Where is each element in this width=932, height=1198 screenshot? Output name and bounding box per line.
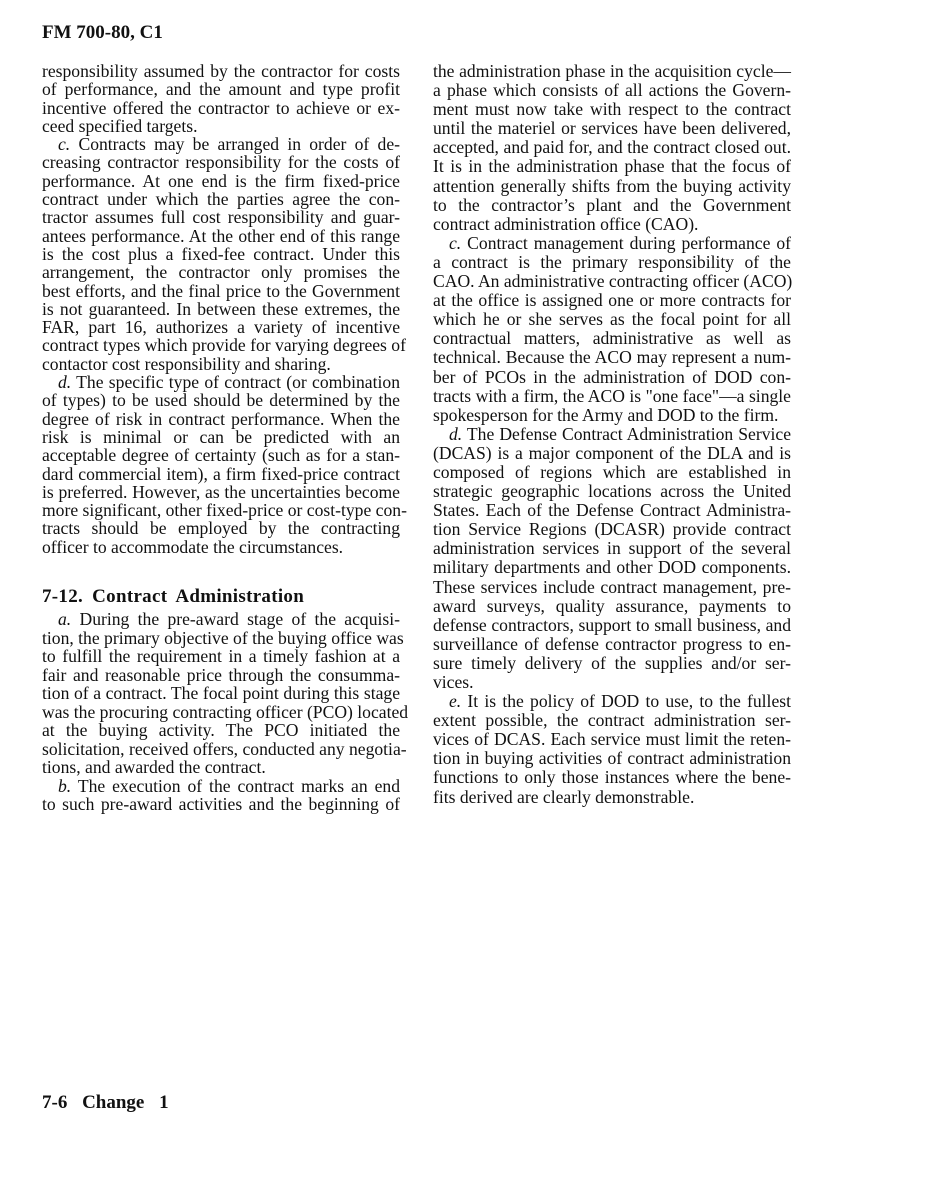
line-text: strategic geographic locations across the United	[433, 481, 791, 502]
text-line	[42, 135, 400, 153]
line-text: During the pre-award stage of the acquisi-	[71, 609, 400, 630]
paragraph	[42, 777, 400, 814]
text-line	[42, 627, 404, 648]
line-text: arrangement, the contractor only promises the	[42, 262, 400, 283]
line-text: defense contractors, support to small business, and	[433, 614, 791, 635]
text-line	[42, 282, 400, 300]
line-text: contactor cost responsibility and sharing.	[42, 353, 331, 374]
line-text: dard commercial item), a firm fixed-price contract	[42, 463, 400, 484]
line-text: tracts should be employed by the contracting	[42, 518, 400, 539]
text-line	[42, 701, 409, 722]
paragraph	[433, 62, 791, 234]
line-text: more significant, other fixed-price or cost-type con-	[42, 500, 407, 521]
line-text: These services include contract management, pre-	[433, 576, 791, 597]
text-line	[433, 387, 791, 406]
line-text: vices.	[433, 672, 474, 692]
line-text: solicitation, received offers, conducted any negotia-	[42, 738, 407, 759]
text-line	[433, 100, 791, 119]
line-text: composed of regions which are established in	[433, 461, 791, 482]
line-text: risk is minimal or can be predicted with an	[42, 426, 400, 447]
line-text: a contract is the primary responsibility of the	[433, 251, 791, 272]
line-text: is not guaranteed. In between these extremes, the	[42, 298, 400, 319]
line-text: Contracts may be arranged in order of de-	[70, 134, 400, 155]
section-heading: 7-12. Contract Administration	[42, 586, 305, 608]
line-text: fits derived are clearly demonstrable.	[433, 786, 695, 807]
line-text: to the contractor’s plant and the Government	[433, 194, 791, 215]
text-line	[42, 500, 407, 521]
text-line	[42, 538, 400, 556]
text-line	[433, 463, 791, 482]
text-line	[433, 558, 791, 577]
text-line	[42, 208, 400, 226]
text-line	[433, 711, 791, 730]
line-text: sure timely delivery of the supplies and/or ser-	[433, 652, 791, 673]
text-line	[433, 272, 791, 291]
paragraph-label: d.	[449, 423, 463, 444]
text-line	[433, 425, 791, 444]
text-line	[42, 684, 400, 703]
line-text: It is in the administration phase that the focus of	[433, 156, 791, 177]
line-text: spokesperson for the Army and DOD to the firm.	[433, 404, 779, 425]
paragraph	[433, 692, 791, 807]
line-text: contract under which the parties agree the con-	[42, 189, 400, 210]
line-text: administration services in support of the several	[433, 538, 791, 559]
text-line	[42, 428, 400, 446]
page-header: FM 700-80, C1	[42, 22, 163, 43]
text-line	[42, 245, 400, 263]
right-paragraphs	[433, 62, 791, 807]
text-line	[42, 465, 400, 483]
line-text: is preferred. However, as the uncertainties become	[42, 481, 400, 502]
line-text: technical. Because the ACO may represent a num-	[433, 347, 791, 368]
line-text: CAO. An administrative contracting officer (ACO)	[433, 271, 793, 292]
left-paragraphs	[42, 61, 407, 557]
line-text: The specific type of contract (or combination	[71, 372, 400, 393]
text-line	[433, 291, 791, 310]
text-line	[42, 263, 400, 281]
text-line	[433, 81, 791, 100]
text-line	[433, 635, 791, 654]
line-text: contract types which provide for varying degrees of	[42, 335, 406, 356]
line-text: was the procuring contracting officer (PCO) located	[42, 701, 409, 722]
line-text: at the buying activity. The PCO initiated the	[42, 720, 400, 741]
text-line	[433, 253, 791, 272]
text-line	[433, 654, 791, 673]
paragraph-label: e.	[449, 691, 462, 712]
line-text: antees performance. At the other end of this range	[42, 225, 400, 246]
line-text: of performance, and the amount and type profit	[42, 79, 400, 100]
paragraph	[42, 609, 409, 778]
line-text: accepted, and paid for, and the contract closed out.	[433, 137, 791, 158]
line-text: until the materiel or services have been delivered,	[433, 118, 791, 139]
text-line	[42, 410, 400, 428]
text-line	[433, 520, 791, 539]
line-text: surveillance of defense contractor progress to en-	[433, 633, 791, 654]
line-text: to fulfill the requirement in a timely fashion at a	[42, 646, 400, 667]
text-line	[433, 673, 791, 692]
line-text: is the cost plus a fixed-fee contract. Under this	[42, 243, 400, 264]
paragraph-label: b.	[58, 775, 72, 796]
text-line	[42, 666, 400, 685]
text-line	[42, 610, 400, 629]
line-text: tions, and awarded the contract.	[42, 757, 266, 778]
text-line	[433, 444, 791, 463]
line-text: officer to accommodate the circumstances.	[42, 536, 344, 557]
paragraph-label: c.	[449, 232, 462, 253]
text-line	[433, 329, 791, 348]
page-footer: 7-6 Change 1	[42, 1092, 169, 1113]
text-line	[433, 539, 791, 558]
paragraph-label: a.	[58, 609, 72, 630]
line-text: States. Each of the Defense Contract Administra-	[433, 500, 791, 521]
line-text: of types) to be used should be determined by the	[42, 390, 400, 411]
line-text: functions to only those instances where the bene-	[433, 767, 791, 788]
section-paragraphs	[42, 609, 409, 815]
text-line	[433, 616, 791, 635]
line-text: tion of a contract. The focal point during this stage	[42, 683, 400, 704]
line-text: attention generally shifts from the buying activity	[433, 175, 791, 196]
text-line	[42, 355, 400, 373]
text-line	[433, 730, 791, 749]
text-line	[42, 777, 400, 796]
line-text: ber of PCOs in the administration of DOD con-	[433, 366, 791, 387]
line-text: fair and reasonable price through the consumma-	[42, 664, 400, 685]
line-text: FAR, part 16, authorizes a variety of incentive	[42, 317, 400, 338]
text-line	[433, 119, 791, 138]
text-line	[42, 318, 400, 336]
text-line	[433, 692, 791, 711]
text-line	[433, 157, 791, 176]
line-text: The execution of the contract marks an end	[71, 775, 400, 796]
line-text: ment must now take with respect to the contract	[433, 99, 791, 120]
text-line	[433, 501, 791, 520]
paragraph	[433, 234, 791, 425]
line-text: a phase which consists of all actions the Govern-	[433, 80, 791, 101]
line-text: tractor assumes full cost responsibility and guar-	[42, 207, 400, 228]
line-text: (DCAS) is a major component of the DLA and is	[433, 442, 791, 463]
text-line	[42, 758, 400, 777]
line-text: which he or she serves as the focal point for all	[433, 309, 791, 330]
text-line	[433, 177, 791, 196]
text-line	[42, 62, 400, 80]
text-line	[42, 738, 407, 759]
text-line	[42, 172, 400, 190]
text-line	[42, 335, 406, 356]
paragraph	[42, 134, 406, 374]
line-text: ceed specified targets.	[42, 115, 198, 136]
line-text: responsibility assumed by the contractor for costs	[42, 61, 400, 81]
text-line	[433, 348, 791, 367]
line-text: degree of risk in contract performance. When the	[42, 408, 400, 429]
text-line	[42, 795, 400, 814]
paragraph-label: d.	[58, 372, 72, 393]
text-line	[433, 788, 791, 807]
paragraph	[433, 425, 791, 692]
text-line	[42, 80, 400, 98]
text-line	[42, 117, 400, 135]
line-text: acceptable degree of certainty (such as for a stan-	[42, 445, 400, 466]
line-text: tion in buying activities of contract administration	[433, 748, 791, 769]
line-text: contract administration office (CAO).	[433, 213, 699, 234]
text-line	[433, 215, 791, 234]
line-text: contractual matters, administrative as well as	[433, 328, 791, 349]
text-line	[42, 721, 400, 740]
left-column	[42, 61, 409, 815]
text-line	[42, 190, 400, 208]
text-line	[433, 196, 791, 215]
line-text: The Defense Contract Administration Service	[462, 423, 791, 444]
line-text: award surveys, quality assurance, payments to	[433, 595, 791, 616]
line-text: military departments and other DOD components.	[433, 557, 791, 578]
text-line	[42, 99, 400, 117]
text-line	[42, 373, 400, 391]
paragraph	[42, 62, 400, 135]
text-line	[433, 138, 791, 157]
line-text: performance. At one end is the firm fixed-price	[42, 170, 400, 191]
line-text: tion Service Regions (DCASR) provide contract	[433, 519, 791, 540]
line-text: creasing contractor responsibility for the costs of	[42, 152, 400, 173]
right-column	[433, 62, 791, 807]
text-line	[433, 482, 791, 501]
line-text: to such pre-award activities and the beginning of	[42, 794, 400, 815]
text-line	[42, 391, 400, 409]
text-line	[433, 406, 791, 425]
text-line	[433, 578, 791, 597]
line-text: extent possible, the contract administration ser-	[433, 710, 791, 731]
text-line	[433, 597, 791, 616]
text-line	[42, 519, 400, 537]
text-line	[42, 300, 400, 318]
line-text: vices of DCAS. Each service must limit the reten-	[433, 729, 791, 750]
paragraph-label: c.	[58, 134, 71, 155]
line-text: incentive offered the contractor to achieve or ex-	[42, 97, 400, 118]
line-text: best efforts, and the final price to the Government	[42, 280, 400, 301]
line-text: It is the policy of DOD to use, to the fullest	[461, 691, 791, 712]
text-line	[433, 234, 791, 253]
text-line	[433, 749, 791, 768]
text-line	[42, 446, 400, 464]
text-line	[42, 647, 400, 666]
text-line	[433, 62, 791, 81]
text-line	[42, 153, 400, 171]
line-text: at the office is assigned one or more contracts for	[433, 290, 791, 311]
text-line	[433, 768, 791, 787]
text-line	[433, 368, 791, 387]
text-line	[42, 227, 400, 245]
text-line	[42, 483, 400, 501]
line-text: tracts with a firm, the ACO is "one face"—a single	[433, 385, 791, 406]
line-text: tion, the primary objective of the buying office was	[42, 627, 404, 648]
paragraph	[42, 372, 407, 557]
line-text: the administration phase in the acquisition cycle—	[433, 61, 791, 81]
section-7-12	[42, 586, 409, 815]
line-text: Contract management during performance of	[461, 232, 791, 253]
text-line	[433, 310, 791, 329]
